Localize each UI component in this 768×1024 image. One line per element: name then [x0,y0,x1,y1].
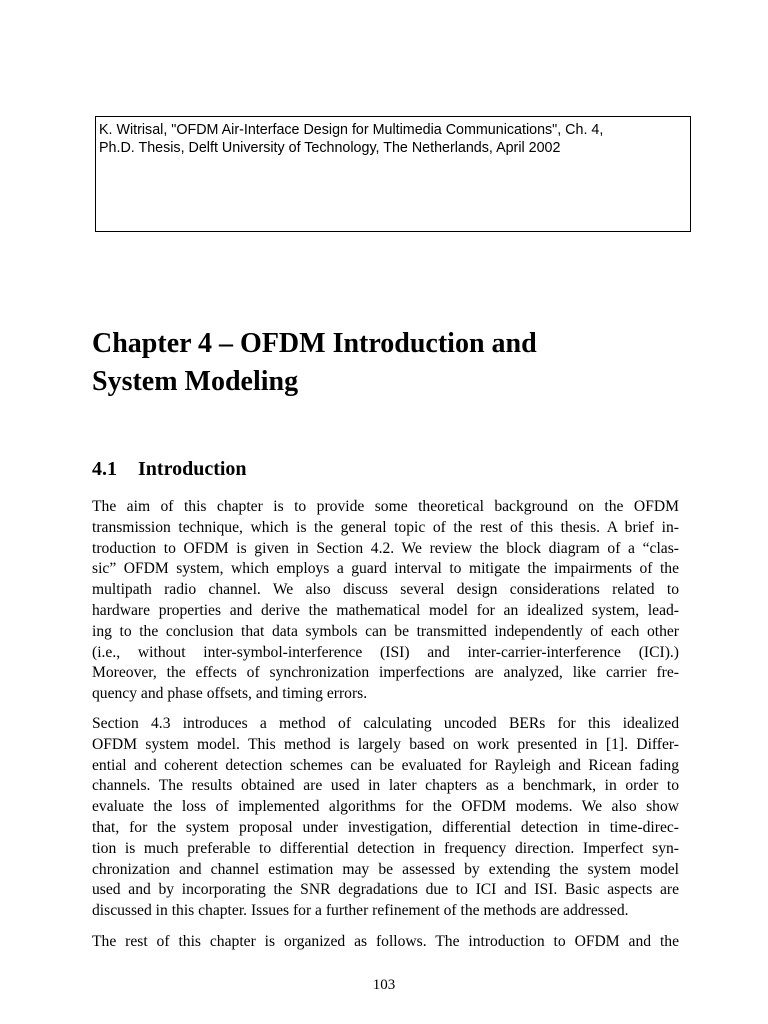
text-line: The aim of this chapter is to provide some theoretical background on the OFDM [92,498,679,515]
section-title: Introduction [138,458,247,480]
page-number: 103 [372,977,396,993]
text-line: ential and coherent detection schemes can be evaluated for Rayleigh and Ricean fading [92,756,679,774]
text-line: quency and phase offsets, and timing errors. [92,685,368,703]
text-line: OFDM system model. This method is largely based on work presented in [1]. Differ- [92,735,679,753]
text-line: discussed in this chapter. Issues for a further refinement of the methods are addressed. [92,902,629,920]
text-line: evaluate the loss of implemented algorithms for the OFDM modems. We also show [92,798,679,816]
citation-box [95,116,691,232]
body-paragraph [92,932,679,953]
text-line: ing to the conclusion that data symbols can be transmitted independently of each other [92,622,679,640]
body-paragraph [92,497,679,705]
text-line: used and by incorporating the SNR degradations due to ICI and ISI. Basic aspects are [92,881,679,899]
citation-line: Ph.D. Thesis, Delft University of Technology, The Netherlands, April 2002 [99,140,561,156]
chapter-title-line: System Modeling [92,366,299,397]
text-line: channels. The results obtained are used in later chapters as a benchmark, in order to [92,777,679,795]
text-line: chronization and channel estimation may be assessed by extending the system model [92,860,679,878]
citation-line: K. Witrisal, "OFDM Air-Interface Design for Multimedia Communications", Ch. 4, [99,122,604,138]
text-line: Moreover, the effects of synchronization imperfections are analyzed, like carrier fre- [92,664,679,682]
text-line: tion is much preferable to differential detection in frequency direction. Imperfect syn- [92,839,679,857]
text-line: transmission technique, which is the general topic of the rest of this thesis. A brief in- [92,518,679,536]
chapter-title-line: Chapter 4 – OFDM Introduction and [92,328,537,359]
text-line: sic” OFDM system, which employs a guard interval to mitigate the impairments of the [92,560,679,578]
text-line: hardware properties and derive the mathematical model for an idealized system, lead- [92,601,679,619]
body-paragraph [92,714,679,922]
text-line: (i.e., without inter-symbol-interference (ISI) and inter-carrier-interference (ICI).) [92,643,679,661]
text-line: multipath radio channel. We also discuss several design considerations related to [92,581,679,599]
text-line: troduction to OFDM is given in Section 4.2. We review the block diagram of a “clas- [92,539,679,557]
chapter-title [92,325,692,401]
section-number: 4.1 [92,458,117,480]
section-heading [92,456,247,482]
text-line: that, for the system proposal under investigation, differential detection in time-direc- [92,818,679,836]
text-line: Section 4.3 introduces a method of calculating uncoded BERs for this idealized [92,715,679,732]
text-line: The rest of this chapter is organized as follows. The introduction to OFDM and the [92,933,679,950]
